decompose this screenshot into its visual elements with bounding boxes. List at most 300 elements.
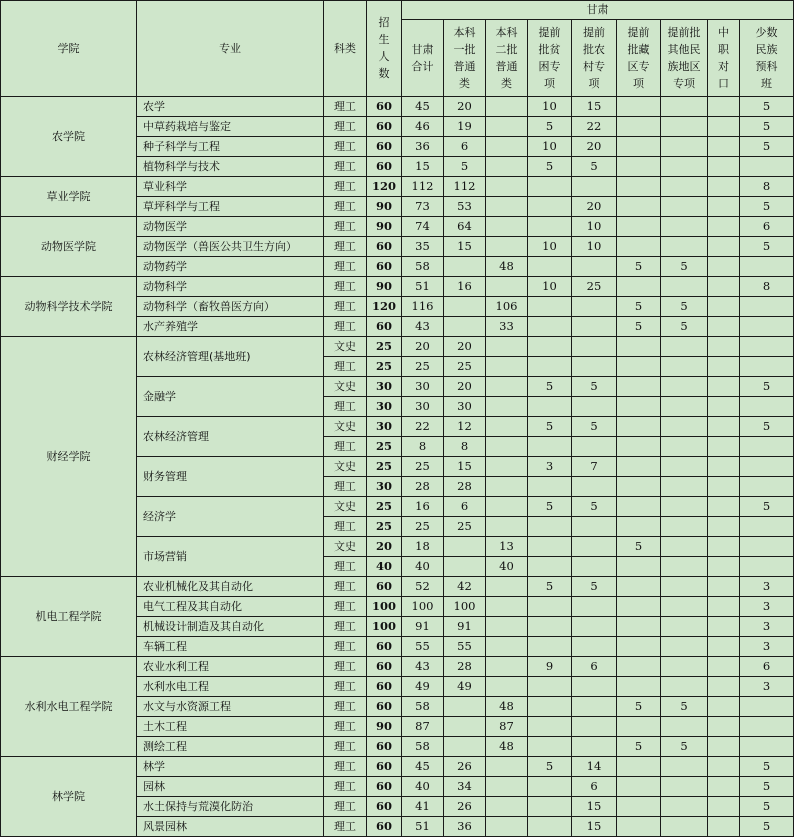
value-cell	[486, 277, 528, 297]
major-cell: 电气工程及其自动化	[137, 597, 324, 617]
value-cell	[661, 237, 708, 257]
type-cell: 理工	[324, 697, 367, 717]
value-cell: 3	[740, 617, 794, 637]
value-cell	[740, 397, 794, 417]
value-cell: 5	[661, 317, 708, 337]
type-cell: 文史	[324, 497, 367, 517]
value-cell	[572, 637, 617, 657]
value-cell: 5	[444, 157, 486, 177]
value-cell: 14	[572, 757, 617, 777]
table-header	[1, 1, 794, 97]
value-cell	[740, 737, 794, 757]
value-cell: 20	[444, 97, 486, 117]
type-cell: 理工	[324, 577, 367, 597]
value-cell: 6	[740, 657, 794, 677]
major-cell: 农林经济管理(基地班)	[137, 337, 324, 377]
major-cell: 农业机械化及其自动化	[137, 577, 324, 597]
value-cell	[740, 257, 794, 277]
value-cell	[708, 637, 740, 657]
major-cell: 车辆工程	[137, 637, 324, 657]
type-cell: 理工	[324, 597, 367, 617]
major-cell: 草业科学	[137, 177, 324, 197]
value-cell	[708, 557, 740, 577]
value-cell: 43	[402, 657, 444, 677]
header-sub-0	[402, 20, 444, 97]
major-cell: 农业水利工程	[137, 657, 324, 677]
value-cell	[572, 437, 617, 457]
value-cell	[708, 257, 740, 277]
value-cell	[528, 697, 572, 717]
quota-cell: 30	[367, 397, 402, 417]
value-cell: 6	[572, 777, 617, 797]
value-cell	[661, 417, 708, 437]
value-cell	[528, 177, 572, 197]
value-cell: 112	[402, 177, 444, 197]
value-cell: 3	[528, 457, 572, 477]
value-cell	[708, 177, 740, 197]
value-cell	[444, 737, 486, 757]
value-cell	[708, 497, 740, 517]
value-cell	[528, 357, 572, 377]
value-cell	[617, 817, 661, 837]
value-cell	[528, 477, 572, 497]
value-cell	[661, 197, 708, 217]
value-cell	[708, 97, 740, 117]
value-cell	[486, 197, 528, 217]
value-cell: 55	[444, 637, 486, 657]
value-cell: 5	[661, 297, 708, 317]
type-cell: 理工	[324, 157, 367, 177]
value-cell	[661, 637, 708, 657]
table-row	[1, 757, 794, 777]
quota-cell: 60	[367, 117, 402, 137]
type-cell: 理工	[324, 817, 367, 837]
value-cell: 48	[486, 737, 528, 757]
table-row	[1, 337, 794, 357]
value-cell: 25	[444, 517, 486, 537]
quota-cell: 20	[367, 537, 402, 557]
value-cell: 58	[402, 697, 444, 717]
type-cell: 理工	[324, 217, 367, 237]
major-cell: 动物科学（畜牧兽医方向）	[137, 297, 324, 317]
value-cell	[708, 317, 740, 337]
college-cell: 机电工程学院	[1, 577, 137, 657]
value-cell: 5	[740, 377, 794, 397]
quota-cell: 60	[367, 737, 402, 757]
value-cell	[617, 617, 661, 637]
value-cell: 5	[740, 197, 794, 217]
value-cell: 22	[402, 417, 444, 437]
value-cell	[708, 517, 740, 537]
value-cell: 5	[661, 697, 708, 717]
value-cell: 6	[572, 657, 617, 677]
quota-cell: 60	[367, 137, 402, 157]
value-cell	[486, 177, 528, 197]
value-cell: 30	[402, 397, 444, 417]
value-cell	[486, 377, 528, 397]
value-cell	[486, 677, 528, 697]
value-cell: 41	[402, 797, 444, 817]
value-cell: 5	[740, 817, 794, 837]
major-cell: 动物药学	[137, 257, 324, 277]
college-cell: 草业学院	[1, 177, 137, 217]
value-cell: 74	[402, 217, 444, 237]
value-cell: 5	[617, 697, 661, 717]
header-sub-text: 本科 一批 普通 类	[453, 25, 476, 90]
value-cell	[661, 97, 708, 117]
header-sub-4	[572, 20, 617, 97]
major-cell: 中草药栽培与鉴定	[137, 117, 324, 137]
type-cell: 文史	[324, 377, 367, 397]
value-cell: 52	[402, 577, 444, 597]
value-cell	[528, 597, 572, 617]
quota-cell: 60	[367, 757, 402, 777]
value-cell	[617, 757, 661, 777]
type-cell: 文史	[324, 457, 367, 477]
value-cell	[572, 677, 617, 697]
header-sub-6	[661, 20, 708, 97]
value-cell: 5	[617, 317, 661, 337]
header-sub-text: 少数 民族 预科 班	[755, 25, 778, 90]
header-sub-text: 甘肃 合计	[411, 42, 434, 73]
value-cell	[617, 717, 661, 737]
header-sub-2	[486, 20, 528, 97]
type-cell: 理工	[324, 177, 367, 197]
value-cell	[572, 177, 617, 197]
value-cell: 5	[740, 237, 794, 257]
header-sub-text: 提前 批贫 困专 项	[538, 25, 561, 90]
value-cell: 48	[486, 697, 528, 717]
value-cell: 36	[444, 817, 486, 837]
value-cell: 26	[444, 797, 486, 817]
value-cell	[617, 457, 661, 477]
value-cell: 10	[528, 97, 572, 117]
college-cell: 农学院	[1, 97, 137, 177]
value-cell: 15	[572, 97, 617, 117]
value-cell	[486, 657, 528, 677]
header-sub-7	[708, 20, 740, 97]
value-cell: 15	[444, 237, 486, 257]
header-type: 科类	[324, 1, 367, 97]
value-cell: 3	[740, 677, 794, 697]
value-cell	[572, 537, 617, 557]
value-cell	[661, 797, 708, 817]
type-cell: 理工	[324, 557, 367, 577]
header-quota	[367, 1, 402, 97]
value-cell	[617, 177, 661, 197]
value-cell	[486, 797, 528, 817]
value-cell: 116	[402, 297, 444, 317]
college-cell: 财经学院	[1, 337, 137, 577]
value-cell	[617, 217, 661, 237]
value-cell: 25	[402, 457, 444, 477]
header-sub-8	[740, 20, 794, 97]
value-cell	[661, 677, 708, 697]
type-cell: 理工	[324, 657, 367, 677]
type-cell: 理工	[324, 777, 367, 797]
value-cell	[661, 217, 708, 237]
value-cell: 8	[402, 437, 444, 457]
type-cell: 理工	[324, 737, 367, 757]
value-cell	[617, 137, 661, 157]
value-cell: 25	[402, 357, 444, 377]
value-cell	[617, 97, 661, 117]
value-cell: 106	[486, 297, 528, 317]
value-cell	[486, 97, 528, 117]
quota-cell: 30	[367, 417, 402, 437]
type-cell: 理工	[324, 317, 367, 337]
value-cell	[617, 517, 661, 537]
value-cell	[661, 537, 708, 557]
value-cell	[528, 797, 572, 817]
value-cell	[528, 337, 572, 357]
value-cell: 22	[572, 117, 617, 137]
value-cell: 6	[740, 217, 794, 237]
value-cell	[708, 117, 740, 137]
value-cell	[444, 317, 486, 337]
value-cell	[617, 437, 661, 457]
major-cell: 动物医学	[137, 217, 324, 237]
value-cell	[486, 757, 528, 777]
value-cell: 5	[661, 257, 708, 277]
value-cell	[740, 557, 794, 577]
value-cell: 35	[402, 237, 444, 257]
value-cell	[740, 437, 794, 457]
value-cell: 100	[402, 597, 444, 617]
quota-cell: 90	[367, 197, 402, 217]
quota-cell: 60	[367, 257, 402, 277]
type-cell: 理工	[324, 277, 367, 297]
value-cell	[572, 477, 617, 497]
value-cell	[708, 337, 740, 357]
value-cell: 5	[740, 797, 794, 817]
value-cell: 36	[402, 137, 444, 157]
value-cell: 20	[444, 377, 486, 397]
value-cell	[661, 357, 708, 377]
type-cell: 理工	[324, 297, 367, 317]
value-cell	[486, 597, 528, 617]
header-major: 专业	[137, 1, 324, 97]
type-cell: 文史	[324, 337, 367, 357]
table-row	[1, 97, 794, 117]
value-cell	[708, 377, 740, 397]
value-cell	[486, 577, 528, 597]
major-cell: 动物医学（兽医公共卫生方向）	[137, 237, 324, 257]
value-cell	[617, 797, 661, 817]
value-cell: 91	[402, 617, 444, 637]
value-cell: 5	[572, 577, 617, 597]
value-cell: 7	[572, 457, 617, 477]
type-cell: 理工	[324, 797, 367, 817]
college-cell: 动物医学院	[1, 217, 137, 277]
value-cell	[486, 817, 528, 837]
value-cell	[661, 597, 708, 617]
value-cell: 3	[740, 577, 794, 597]
major-cell: 水利水电工程	[137, 677, 324, 697]
value-cell: 5	[740, 497, 794, 517]
value-cell	[528, 397, 572, 417]
value-cell	[617, 277, 661, 297]
type-cell: 理工	[324, 137, 367, 157]
value-cell: 25	[572, 277, 617, 297]
value-cell: 20	[572, 137, 617, 157]
value-cell: 5	[617, 297, 661, 317]
value-cell	[528, 537, 572, 557]
value-cell	[572, 397, 617, 417]
quota-cell: 100	[367, 617, 402, 637]
value-cell: 5	[617, 537, 661, 557]
value-cell: 5	[572, 417, 617, 437]
quota-cell: 30	[367, 377, 402, 397]
value-cell: 45	[402, 97, 444, 117]
header-sub-text: 提前批 其他民 族地区 专项	[667, 25, 701, 90]
type-cell: 理工	[324, 477, 367, 497]
value-cell: 9	[528, 657, 572, 677]
major-cell: 机械设计制造及其自动化	[137, 617, 324, 637]
value-cell	[486, 337, 528, 357]
quota-cell: 25	[367, 497, 402, 517]
value-cell: 64	[444, 217, 486, 237]
quota-cell: 60	[367, 157, 402, 177]
major-cell: 动物科学	[137, 277, 324, 297]
type-cell: 理工	[324, 757, 367, 777]
value-cell	[528, 637, 572, 657]
value-cell: 5	[740, 777, 794, 797]
value-cell: 28	[402, 477, 444, 497]
value-cell: 5	[528, 157, 572, 177]
college-cell: 动物科学技术学院	[1, 277, 137, 337]
value-cell: 15	[572, 817, 617, 837]
value-cell: 5	[572, 157, 617, 177]
major-cell: 土木工程	[137, 717, 324, 737]
value-cell	[661, 477, 708, 497]
type-cell: 理工	[324, 357, 367, 377]
table-row	[1, 277, 794, 297]
value-cell	[708, 797, 740, 817]
value-cell: 46	[402, 117, 444, 137]
value-cell	[708, 697, 740, 717]
value-cell	[486, 617, 528, 637]
value-cell	[661, 437, 708, 457]
quota-cell: 25	[367, 457, 402, 477]
major-cell: 草坪科学与工程	[137, 197, 324, 217]
value-cell	[486, 477, 528, 497]
value-cell	[528, 197, 572, 217]
value-cell	[661, 497, 708, 517]
value-cell	[740, 537, 794, 557]
type-cell: 理工	[324, 117, 367, 137]
header-sub-3	[528, 20, 572, 97]
quota-cell: 60	[367, 677, 402, 697]
value-cell	[708, 777, 740, 797]
type-cell: 理工	[324, 257, 367, 277]
value-cell	[708, 277, 740, 297]
header-sub-text: 提前 批农 村专 项	[583, 25, 605, 90]
value-cell	[661, 277, 708, 297]
value-cell: 15	[444, 457, 486, 477]
value-cell	[528, 817, 572, 837]
major-cell: 水产养殖学	[137, 317, 324, 337]
major-cell: 风景园林	[137, 817, 324, 837]
value-cell: 30	[444, 397, 486, 417]
value-cell	[740, 357, 794, 377]
type-cell: 理工	[324, 617, 367, 637]
value-cell: 15	[402, 157, 444, 177]
value-cell: 5	[617, 257, 661, 277]
value-cell	[708, 297, 740, 317]
quota-cell: 25	[367, 437, 402, 457]
value-cell	[444, 717, 486, 737]
value-cell	[661, 657, 708, 677]
header-sub-text: 中 职 对 口	[718, 25, 729, 90]
type-cell: 理工	[324, 517, 367, 537]
value-cell: 5	[617, 737, 661, 757]
value-cell: 87	[486, 717, 528, 737]
value-cell	[617, 677, 661, 697]
value-cell	[708, 597, 740, 617]
value-cell	[444, 557, 486, 577]
value-cell: 3	[740, 637, 794, 657]
value-cell: 25	[444, 357, 486, 377]
value-cell	[661, 157, 708, 177]
major-cell: 园林	[137, 777, 324, 797]
value-cell: 16	[444, 277, 486, 297]
major-cell: 金融学	[137, 377, 324, 417]
value-cell	[708, 757, 740, 777]
value-cell: 87	[402, 717, 444, 737]
major-cell: 市场营销	[137, 537, 324, 577]
value-cell: 5	[528, 417, 572, 437]
college-cell: 林学院	[1, 757, 137, 837]
quota-cell: 60	[367, 577, 402, 597]
header-college: 学院	[1, 1, 137, 97]
value-cell	[486, 137, 528, 157]
major-cell: 水土保持与荒漠化防治	[137, 797, 324, 817]
quota-cell: 90	[367, 217, 402, 237]
value-cell: 10	[572, 217, 617, 237]
value-cell	[740, 697, 794, 717]
value-cell: 34	[444, 777, 486, 797]
value-cell	[486, 517, 528, 537]
value-cell: 49	[402, 677, 444, 697]
value-cell	[617, 117, 661, 137]
value-cell	[708, 537, 740, 557]
value-cell: 20	[572, 197, 617, 217]
value-cell	[528, 517, 572, 537]
value-cell	[572, 317, 617, 337]
value-cell: 28	[444, 477, 486, 497]
major-cell: 测绘工程	[137, 737, 324, 757]
value-cell	[486, 497, 528, 517]
value-cell	[708, 717, 740, 737]
major-cell: 农林经济管理	[137, 417, 324, 457]
major-cell: 财务管理	[137, 457, 324, 497]
quota-cell: 60	[367, 657, 402, 677]
value-cell	[572, 257, 617, 277]
quota-cell: 90	[367, 277, 402, 297]
value-cell	[486, 397, 528, 417]
value-cell: 10	[572, 237, 617, 257]
value-cell	[444, 697, 486, 717]
value-cell	[708, 457, 740, 477]
value-cell: 112	[444, 177, 486, 197]
value-cell: 91	[444, 617, 486, 637]
value-cell: 12	[444, 417, 486, 437]
header-gansu-group: 甘肃	[402, 1, 794, 20]
value-cell	[708, 817, 740, 837]
college-cell: 水利水电工程学院	[1, 657, 137, 757]
value-cell	[661, 177, 708, 197]
